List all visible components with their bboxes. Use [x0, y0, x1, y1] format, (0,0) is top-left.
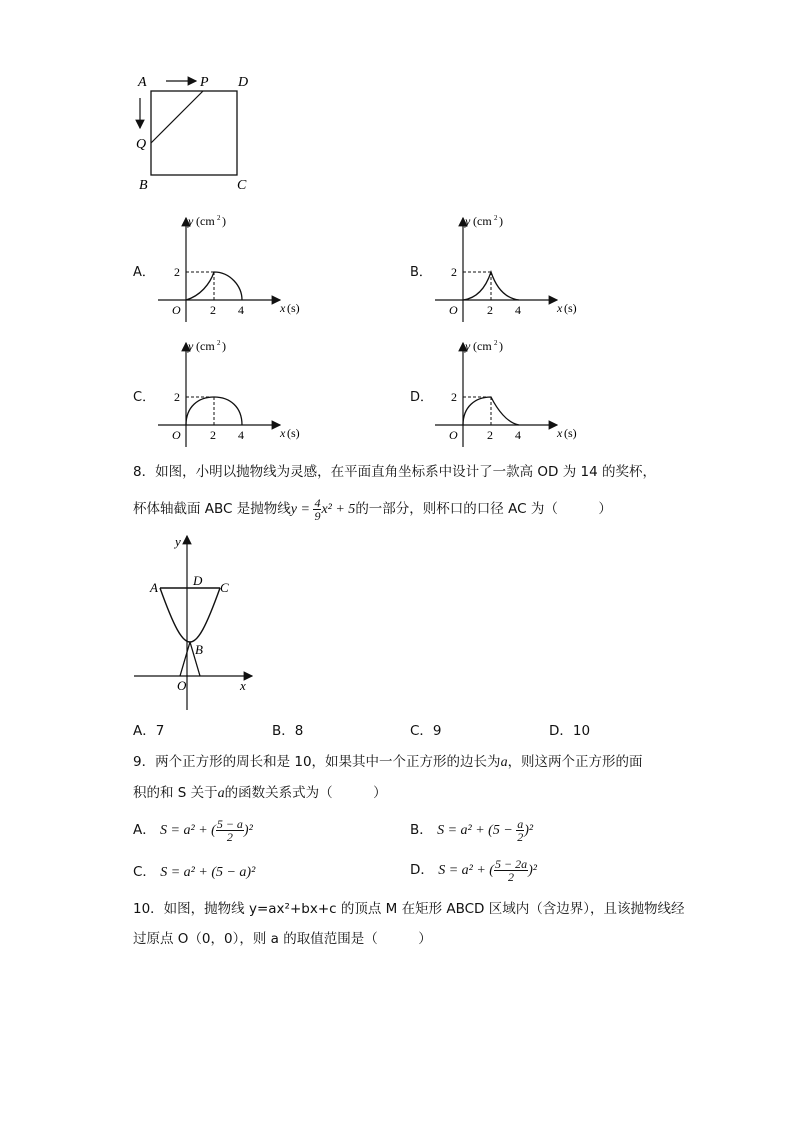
x-axis-unit: (s)	[564, 301, 577, 315]
label-o: O	[177, 678, 187, 693]
label-d: D	[193, 573, 203, 588]
parabola-cup	[160, 588, 220, 642]
q9-option-c-label: C．	[133, 864, 156, 880]
x-tick-2: 2	[210, 303, 216, 317]
q9-option-b	[410, 816, 533, 844]
q9-line-2-pre: 积的和 S 关于	[133, 785, 218, 801]
q9-line-1-post: ，则这两个正方形的面	[507, 754, 643, 770]
y-axis-unit-sup: 2	[494, 339, 498, 347]
graph-c	[150, 337, 310, 452]
q9-line-2-post: 的函数关系式为（ ）	[224, 785, 387, 801]
origin-label: O	[172, 428, 181, 442]
y-axis-var: y	[465, 339, 471, 353]
x-tick-4: 4	[515, 428, 521, 442]
x-axis-unit: (s)	[287, 301, 300, 315]
q9-option-c	[133, 858, 255, 886]
q9-line-1	[133, 752, 643, 773]
graph-b	[427, 212, 587, 327]
q9-option-a-label: A．	[133, 822, 156, 838]
y-axis-var: y	[188, 339, 194, 353]
label-d: D	[238, 75, 249, 90]
x-tick-4: 4	[238, 303, 244, 317]
origin-label: O	[172, 303, 181, 317]
y-tick-2: 2	[174, 265, 180, 279]
square-abcd	[151, 91, 237, 175]
q8-eq-rest: x² + 5	[321, 502, 356, 517]
x-tick-2: 2	[210, 428, 216, 442]
q8-eq-y: y =	[290, 502, 314, 517]
label-b: B	[139, 178, 148, 193]
y-axis-unit-sup: 2	[217, 339, 221, 347]
q9-option-b-pre: S = a² + (5 −	[437, 823, 517, 838]
q8-line-2-post: 的一部分，则杯口的口径 AC 为（ ）	[355, 501, 612, 517]
label-q: Q	[136, 137, 147, 152]
y-axis-var: y	[188, 214, 194, 228]
x-tick-2: 2	[487, 428, 493, 442]
x-axis-unit: (s)	[287, 426, 300, 440]
graph-d	[427, 337, 587, 452]
segment-pq	[151, 91, 203, 143]
q8-option-b: B．8	[272, 723, 304, 739]
option-label-a: A．	[133, 265, 155, 280]
origin-label: O	[449, 428, 458, 442]
label-x: x	[240, 678, 246, 693]
q8-line-2	[133, 496, 612, 524]
x-axis-var: x	[557, 301, 563, 315]
y-axis-unit-close: )	[499, 214, 503, 228]
origin-label: O	[449, 303, 458, 317]
q8-option-d: D．10	[549, 723, 591, 739]
q8-frac-den: 9	[314, 508, 321, 523]
q9-option-c-expr: S = a² + (5 − a)²	[160, 865, 256, 880]
y-axis-unit-close: )	[499, 339, 503, 353]
option-label-d: D．	[410, 390, 434, 405]
q9-option-a-frac	[216, 818, 244, 843]
q9-line-1-pre: 9．两个正方形的周长和是 10，如果其中一个正方形的边长为	[133, 754, 501, 770]
q9-option-a-den: 2	[226, 829, 233, 844]
x-tick-4: 4	[238, 428, 244, 442]
q9-option-d	[410, 856, 537, 884]
y-axis-unit: (cm	[196, 339, 215, 353]
q8-frac-num: 4	[314, 495, 321, 510]
x-axis-var: x	[280, 426, 286, 440]
y-axis-unit: (cm	[196, 214, 215, 228]
option-label-c: C．	[133, 390, 156, 405]
q9-option-d-num: 5 − 2a	[494, 856, 528, 871]
area-curve	[463, 272, 519, 300]
label-a: A	[138, 75, 147, 90]
x-axis-var: x	[280, 301, 286, 315]
y-axis-unit-close: )	[222, 339, 226, 353]
trophy-figure	[130, 532, 260, 712]
q9-option-a-num: 5 − a	[216, 816, 243, 831]
y-axis-unit-sup: 2	[494, 214, 498, 222]
q9-var-a: a	[500, 755, 508, 770]
y-tick-2: 2	[451, 265, 457, 279]
q10-line-2: 过原点 O（0，0），则 a 的取值范围是（ ）	[133, 931, 432, 947]
area-curve	[186, 272, 242, 300]
q8-line-1: 8．如图，小明以抛物线为灵感，在平面直角坐标系中设计了一款高 OD 为 14 的奖杯，	[133, 464, 656, 480]
x-tick-4: 4	[515, 303, 521, 317]
q9-option-b-label: B．	[410, 822, 433, 838]
q9-option-d-label: D．	[410, 862, 434, 878]
x-axis-unit: (s)	[564, 426, 577, 440]
q9-option-d-pre: S = a² + (	[438, 863, 494, 878]
label-p: P	[200, 75, 209, 90]
q9-option-b-num: a	[517, 816, 524, 831]
q9-option-b-den: 2	[517, 829, 524, 844]
label-b: B	[195, 642, 203, 657]
y-axis-unit: (cm	[473, 214, 492, 228]
q8-option-a: A．7	[133, 723, 165, 739]
label-c: C	[237, 178, 247, 193]
stem-left	[180, 642, 190, 676]
q8-line-2-pre: 杯体轴截面 ABC 是抛物线	[133, 501, 291, 517]
y-axis-unit-close: )	[222, 214, 226, 228]
q9-option-a	[133, 816, 253, 844]
square-figure	[130, 70, 260, 195]
q8-option-c: C．9	[410, 723, 442, 739]
y-axis-unit-sup: 2	[217, 214, 221, 222]
y-axis-unit: (cm	[473, 339, 492, 353]
graph-a	[150, 212, 310, 327]
q9-var-a-2: a	[217, 786, 225, 801]
area-curve	[186, 397, 242, 425]
label-a: A	[150, 580, 158, 595]
x-axis-var: x	[557, 426, 563, 440]
q9-option-d-den: 2	[508, 869, 515, 884]
q9-option-d-post: )²	[528, 863, 537, 878]
label-y: y	[175, 534, 181, 549]
q9-option-d-frac	[494, 858, 528, 883]
q10-line-1: 10．如图，抛物线 y=ax²+bx+c 的顶点 M 在矩形 ABCD 区域内（含边界），且该抛物线经	[133, 901, 685, 917]
q9-line-2	[133, 783, 387, 804]
label-c: C	[220, 580, 229, 595]
q9-option-a-pre: S = a² + (	[160, 823, 216, 838]
y-axis-var: y	[465, 214, 471, 228]
x-tick-2: 2	[487, 303, 493, 317]
q9-option-b-post: )²	[524, 823, 534, 838]
y-tick-2: 2	[451, 390, 457, 404]
y-tick-2: 2	[174, 390, 180, 404]
area-curve	[463, 397, 519, 425]
q9-option-a-post: )²	[243, 823, 253, 838]
option-label-b: B．	[410, 265, 432, 280]
